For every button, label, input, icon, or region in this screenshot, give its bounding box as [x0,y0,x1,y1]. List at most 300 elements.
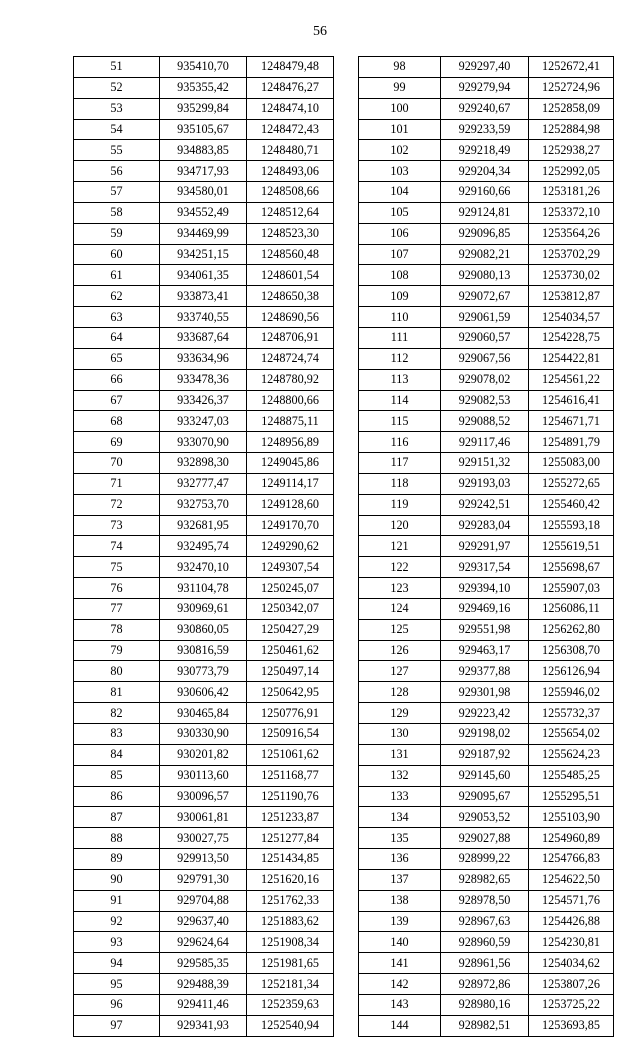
point-number-cell: 102 [359,140,441,161]
point-number-cell: 101 [359,119,441,140]
x-coordinate-cell: 929242,51 [441,494,529,515]
point-number-cell: 81 [74,682,160,703]
x-coordinate-cell: 929291,97 [441,536,529,557]
point-number-cell: 64 [74,327,160,348]
point-number-cell: 105 [359,202,441,223]
table-row [359,202,614,223]
table-row [359,494,614,515]
point-number-cell: 141 [359,953,441,974]
table-row [359,536,614,557]
y-coordinate-cell: 1256308,70 [529,640,614,661]
table-row [359,953,614,974]
y-coordinate-cell: 1250497,14 [247,661,334,682]
table-row [74,807,334,828]
table-row [359,807,614,828]
y-coordinate-cell: 1251981,65 [247,953,334,974]
table-row [359,578,614,599]
coordinates-table-right [358,56,614,1037]
table-row [359,223,614,244]
table-row [74,453,334,474]
x-coordinate-cell: 928982,65 [441,869,529,890]
x-coordinate-cell: 933478,36 [160,369,247,390]
x-coordinate-cell: 929341,93 [160,1015,247,1036]
table-row [359,473,614,494]
y-coordinate-cell: 1248800,66 [247,390,334,411]
y-coordinate-cell: 1248560,48 [247,244,334,265]
point-number-cell: 56 [74,161,160,182]
y-coordinate-cell: 1251277,84 [247,828,334,849]
table-row [74,828,334,849]
x-coordinate-cell: 929027,88 [441,828,529,849]
table-row [74,911,334,932]
point-number-cell: 107 [359,244,441,265]
x-coordinate-cell: 929791,30 [160,869,247,890]
x-coordinate-cell: 929469,16 [441,598,529,619]
y-coordinate-cell: 1252724,96 [529,77,614,98]
table-row [359,557,614,578]
point-number-cell: 52 [74,77,160,98]
y-coordinate-cell: 1251620,16 [247,869,334,890]
y-coordinate-cell: 1252181,34 [247,974,334,995]
y-coordinate-cell: 1254034,57 [529,307,614,328]
y-coordinate-cell: 1248650,38 [247,286,334,307]
y-coordinate-cell: 1251434,85 [247,849,334,870]
y-coordinate-cell: 1253702,29 [529,244,614,265]
x-coordinate-cell: 928972,86 [441,974,529,995]
table-row [359,765,614,786]
table-row [74,182,334,203]
y-coordinate-cell: 1251908,34 [247,932,334,953]
x-coordinate-cell: 928980,16 [441,994,529,1015]
x-coordinate-cell: 933687,64 [160,327,247,348]
x-coordinate-cell: 930201,82 [160,744,247,765]
y-coordinate-cell: 1256086,11 [529,598,614,619]
table-row [359,453,614,474]
table-row [359,744,614,765]
x-coordinate-cell: 935355,42 [160,77,247,98]
table-body [359,57,614,1037]
table-row [74,557,334,578]
x-coordinate-cell: 933873,41 [160,286,247,307]
table-row [359,890,614,911]
y-coordinate-cell: 1250916,54 [247,724,334,745]
point-number-cell: 72 [74,494,160,515]
table-row [359,98,614,119]
y-coordinate-cell: 1252672,41 [529,57,614,78]
x-coordinate-cell: 930027,75 [160,828,247,849]
point-number-cell: 75 [74,557,160,578]
point-number-cell: 59 [74,223,160,244]
point-number-cell: 53 [74,98,160,119]
table-row [359,994,614,1015]
table-row [74,869,334,890]
point-number-cell: 87 [74,807,160,828]
x-coordinate-cell: 929117,46 [441,432,529,453]
point-number-cell: 93 [74,932,160,953]
y-coordinate-cell: 1253725,22 [529,994,614,1015]
table-row [74,390,334,411]
point-number-cell: 103 [359,161,441,182]
x-coordinate-cell: 930773,79 [160,661,247,682]
table-row [359,140,614,161]
point-number-cell: 144 [359,1015,441,1036]
y-coordinate-cell: 1249290,62 [247,536,334,557]
table-row [74,473,334,494]
x-coordinate-cell: 934251,15 [160,244,247,265]
table-row [74,661,334,682]
table-row [359,828,614,849]
y-coordinate-cell: 1254571,76 [529,890,614,911]
point-number-cell: 71 [74,473,160,494]
x-coordinate-cell: 935410,70 [160,57,247,78]
table-row [74,265,334,286]
x-coordinate-cell: 929067,56 [441,348,529,369]
table-row [359,786,614,807]
y-coordinate-cell: 1253730,02 [529,265,614,286]
table-row [359,286,614,307]
x-coordinate-cell: 929072,67 [441,286,529,307]
y-coordinate-cell: 1255907,03 [529,578,614,599]
point-number-cell: 111 [359,327,441,348]
y-coordinate-cell: 1248479,48 [247,57,334,78]
page-number: 56 [313,24,327,39]
x-coordinate-cell: 933070,90 [160,432,247,453]
point-number-cell: 127 [359,661,441,682]
point-number-cell: 134 [359,807,441,828]
y-coordinate-cell: 1254034,62 [529,953,614,974]
x-coordinate-cell: 929151,32 [441,453,529,474]
y-coordinate-cell: 1254422,81 [529,348,614,369]
y-coordinate-cell: 1253564,26 [529,223,614,244]
point-number-cell: 84 [74,744,160,765]
point-number-cell: 55 [74,140,160,161]
table-row [359,598,614,619]
point-number-cell: 97 [74,1015,160,1036]
point-number-cell: 130 [359,724,441,745]
y-coordinate-cell: 1248472,43 [247,119,334,140]
y-coordinate-cell: 1255654,02 [529,724,614,745]
point-number-cell: 126 [359,640,441,661]
y-coordinate-cell: 1248780,92 [247,369,334,390]
point-number-cell: 96 [74,994,160,1015]
table-row [74,77,334,98]
point-number-cell: 61 [74,265,160,286]
point-number-cell: 68 [74,411,160,432]
y-coordinate-cell: 1255083,00 [529,453,614,474]
point-number-cell: 95 [74,974,160,995]
table-row [359,661,614,682]
x-coordinate-cell: 934552,49 [160,202,247,223]
y-coordinate-cell: 1248706,91 [247,327,334,348]
table-row [74,348,334,369]
x-coordinate-cell: 930330,90 [160,724,247,745]
table-row [359,682,614,703]
x-coordinate-cell: 929301,98 [441,682,529,703]
point-number-cell: 104 [359,182,441,203]
y-coordinate-cell: 1248875,11 [247,411,334,432]
y-coordinate-cell: 1254891,79 [529,432,614,453]
x-coordinate-cell: 929198,02 [441,724,529,745]
table-row [359,411,614,432]
y-coordinate-cell: 1255295,51 [529,786,614,807]
point-number-cell: 82 [74,703,160,724]
point-number-cell: 124 [359,598,441,619]
point-number-cell: 70 [74,453,160,474]
y-coordinate-cell: 1252938,27 [529,140,614,161]
x-coordinate-cell: 929078,02 [441,369,529,390]
table-row [359,182,614,203]
y-coordinate-cell: 1254622,50 [529,869,614,890]
point-number-cell: 137 [359,869,441,890]
point-number-cell: 60 [74,244,160,265]
point-number-cell: 125 [359,619,441,640]
point-number-cell: 92 [74,911,160,932]
table-row [359,849,614,870]
x-coordinate-cell: 928960,59 [441,932,529,953]
table-row [359,119,614,140]
y-coordinate-cell: 1248508,66 [247,182,334,203]
point-number-cell: 123 [359,578,441,599]
table-row [359,932,614,953]
y-coordinate-cell: 1255946,02 [529,682,614,703]
table-row [74,765,334,786]
y-coordinate-cell: 1255103,90 [529,807,614,828]
point-number-cell: 63 [74,307,160,328]
x-coordinate-cell: 929637,40 [160,911,247,932]
point-number-cell: 112 [359,348,441,369]
table-row [359,869,614,890]
y-coordinate-cell: 1252992,05 [529,161,614,182]
table-row [74,98,334,119]
table-row [74,974,334,995]
point-number-cell: 78 [74,619,160,640]
x-coordinate-cell: 929193,03 [441,473,529,494]
x-coordinate-cell: 929704,88 [160,890,247,911]
point-number-cell: 91 [74,890,160,911]
point-number-cell: 54 [74,119,160,140]
x-coordinate-cell: 930113,60 [160,765,247,786]
table-row [74,223,334,244]
point-number-cell: 116 [359,432,441,453]
x-coordinate-cell: 928978,50 [441,890,529,911]
table-row [359,1015,614,1036]
x-coordinate-cell: 929279,94 [441,77,529,98]
y-coordinate-cell: 1249170,70 [247,515,334,536]
table-row [359,161,614,182]
y-coordinate-cell: 1248523,30 [247,223,334,244]
x-coordinate-cell: 929218,49 [441,140,529,161]
x-coordinate-cell: 929377,88 [441,661,529,682]
table-row [74,1015,334,1036]
table-row [74,244,334,265]
x-coordinate-cell: 929488,39 [160,974,247,995]
point-number-cell: 118 [359,473,441,494]
table-row [74,307,334,328]
point-number-cell: 73 [74,515,160,536]
y-coordinate-cell: 1248724,74 [247,348,334,369]
x-coordinate-cell: 933740,55 [160,307,247,328]
y-coordinate-cell: 1251883,62 [247,911,334,932]
y-coordinate-cell: 1252884,98 [529,119,614,140]
point-number-cell: 83 [74,724,160,745]
point-number-cell: 80 [74,661,160,682]
table-row [74,536,334,557]
point-number-cell: 109 [359,286,441,307]
table-row [359,390,614,411]
point-number-cell: 140 [359,932,441,953]
point-number-cell: 65 [74,348,160,369]
point-number-cell: 121 [359,536,441,557]
point-number-cell: 136 [359,849,441,870]
x-coordinate-cell: 932898,30 [160,453,247,474]
y-coordinate-cell: 1254230,81 [529,932,614,953]
table-row [74,411,334,432]
y-coordinate-cell: 1252540,94 [247,1015,334,1036]
x-coordinate-cell: 928967,63 [441,911,529,932]
point-number-cell: 106 [359,223,441,244]
table-row [74,286,334,307]
y-coordinate-cell: 1253807,26 [529,974,614,995]
x-coordinate-cell: 933247,03 [160,411,247,432]
point-number-cell: 99 [359,77,441,98]
y-coordinate-cell: 1251190,76 [247,786,334,807]
y-coordinate-cell: 1250776,91 [247,703,334,724]
x-coordinate-cell: 929463,17 [441,640,529,661]
table-row [74,932,334,953]
y-coordinate-cell: 1254616,41 [529,390,614,411]
table-row [74,202,334,223]
x-coordinate-cell: 929095,67 [441,786,529,807]
y-coordinate-cell: 1248512,64 [247,202,334,223]
table-row [74,598,334,619]
coordinates-table-left [73,56,334,1037]
point-number-cell: 117 [359,453,441,474]
point-number-cell: 133 [359,786,441,807]
table-row [359,911,614,932]
y-coordinate-cell: 1253812,87 [529,286,614,307]
y-coordinate-cell: 1253693,85 [529,1015,614,1036]
point-number-cell: 108 [359,265,441,286]
table-row [74,369,334,390]
table-row [74,640,334,661]
point-number-cell: 89 [74,849,160,870]
y-coordinate-cell: 1254671,71 [529,411,614,432]
x-coordinate-cell: 929060,57 [441,327,529,348]
point-number-cell: 88 [74,828,160,849]
x-coordinate-cell: 929088,52 [441,411,529,432]
table-row [74,619,334,640]
point-number-cell: 98 [359,57,441,78]
point-number-cell: 100 [359,98,441,119]
table-row [74,849,334,870]
y-coordinate-cell: 1249114,17 [247,473,334,494]
x-coordinate-cell: 930465,84 [160,703,247,724]
table-row [359,703,614,724]
x-coordinate-cell: 934717,93 [160,161,247,182]
x-coordinate-cell: 929624,64 [160,932,247,953]
table-row [359,244,614,265]
table-row [359,369,614,390]
table-row [359,619,614,640]
point-number-cell: 120 [359,515,441,536]
table-row [359,974,614,995]
x-coordinate-cell: 930816,59 [160,640,247,661]
y-coordinate-cell: 1253181,26 [529,182,614,203]
y-coordinate-cell: 1249045,86 [247,453,334,474]
table-row [74,140,334,161]
x-coordinate-cell: 929585,35 [160,953,247,974]
y-coordinate-cell: 1250245,07 [247,578,334,599]
y-coordinate-cell: 1250461,62 [247,640,334,661]
table-row [74,682,334,703]
x-coordinate-cell: 929082,53 [441,390,529,411]
x-coordinate-cell: 930606,42 [160,682,247,703]
y-coordinate-cell: 1249307,54 [247,557,334,578]
x-coordinate-cell: 930061,81 [160,807,247,828]
table-row [74,744,334,765]
x-coordinate-cell: 929145,60 [441,765,529,786]
y-coordinate-cell: 1250342,07 [247,598,334,619]
point-number-cell: 115 [359,411,441,432]
point-number-cell: 90 [74,869,160,890]
table-row [359,57,614,78]
point-number-cell: 86 [74,786,160,807]
y-coordinate-cell: 1255619,51 [529,536,614,557]
y-coordinate-cell: 1255460,42 [529,494,614,515]
y-coordinate-cell: 1255732,37 [529,703,614,724]
x-coordinate-cell: 929551,98 [441,619,529,640]
table-row [74,515,334,536]
table-row [74,786,334,807]
y-coordinate-cell: 1255485,25 [529,765,614,786]
y-coordinate-cell: 1254228,75 [529,327,614,348]
x-coordinate-cell: 930096,57 [160,786,247,807]
x-coordinate-cell: 931104,78 [160,578,247,599]
table-row [359,724,614,745]
table-row [74,119,334,140]
x-coordinate-cell: 929061,59 [441,307,529,328]
y-coordinate-cell: 1254561,22 [529,369,614,390]
point-number-cell: 110 [359,307,441,328]
point-number-cell: 138 [359,890,441,911]
x-coordinate-cell: 929283,04 [441,515,529,536]
point-number-cell: 51 [74,57,160,78]
x-coordinate-cell: 932681,95 [160,515,247,536]
x-coordinate-cell: 929096,85 [441,223,529,244]
table-row [74,578,334,599]
point-number-cell: 131 [359,744,441,765]
x-coordinate-cell: 929082,21 [441,244,529,265]
point-number-cell: 128 [359,682,441,703]
point-number-cell: 74 [74,536,160,557]
x-coordinate-cell: 934883,85 [160,140,247,161]
point-number-cell: 122 [359,557,441,578]
table-row [74,724,334,745]
point-number-cell: 139 [359,911,441,932]
x-coordinate-cell: 929411,46 [160,994,247,1015]
x-coordinate-cell: 929160,66 [441,182,529,203]
point-number-cell: 79 [74,640,160,661]
table-row [359,348,614,369]
y-coordinate-cell: 1254960,89 [529,828,614,849]
point-number-cell: 69 [74,432,160,453]
y-coordinate-cell: 1250642,95 [247,682,334,703]
point-number-cell: 114 [359,390,441,411]
y-coordinate-cell: 1248601,54 [247,265,334,286]
x-coordinate-cell: 929394,10 [441,578,529,599]
x-coordinate-cell: 929204,34 [441,161,529,182]
x-coordinate-cell: 932470,10 [160,557,247,578]
